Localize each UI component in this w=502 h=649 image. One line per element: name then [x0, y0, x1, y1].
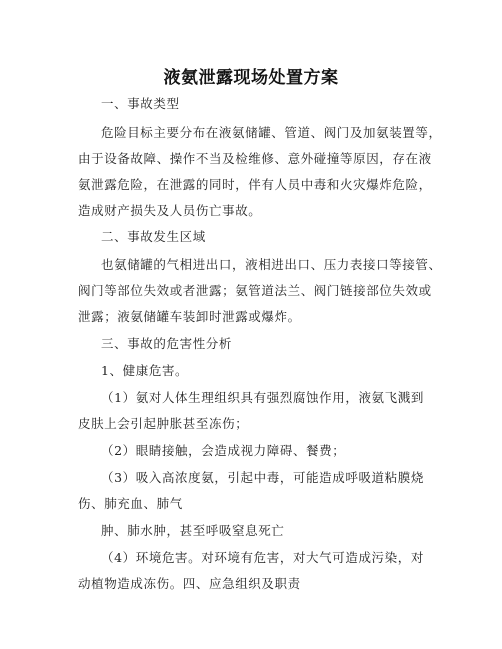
paragraph-line: 危险目标主要分布在液氨储罐、管道、阀门及加氨装置等， — [101, 125, 442, 140]
paragraph-line: 皮肤上会引起肿胀甚至冻伤； — [78, 416, 249, 431]
paragraph-line: 肿、肺水肿，甚至呼吸窒息死亡 — [101, 523, 285, 538]
paragraph-line: 伤、肺充血、肺气 — [78, 496, 183, 511]
paragraph-line: （3）吸入高浓度氨，引起中毒，可能造成呼吸道粘膜烧 — [101, 470, 424, 485]
paragraph-line: 由于设备故障、操作不当及检维修、意外碰撞等原因，存在液 — [78, 151, 432, 166]
section-heading-2: 二、事故发生区域 — [101, 229, 206, 244]
paragraph-line: （1）氨对人体生理组织具有强烈腐蚀作用，液氨飞溅到 — [101, 390, 424, 405]
paragraph-line: （2）眼睛接触，会造成视力障碍、餐费； — [101, 443, 346, 458]
paragraph-line: 造成财产损失及人员伤亡事故。 — [78, 203, 262, 218]
paragraph-line: 也氨储罐的气相进出口，液相进出口、压力表接口等接管、 — [101, 257, 442, 272]
paragraph-line: 氨泄露危险，在泄露的同时，伴有人员中毒和火灾爆炸危险， — [78, 177, 432, 192]
paragraph-line: 动植物造成冻伤。四、应急组织及职责 — [78, 576, 301, 591]
paragraph-line: 阀门等部位失效或者泄露；氨管道法兰、阀门链接部位失效或 — [78, 283, 432, 298]
section-heading-1: 一、事故类型 — [101, 96, 180, 111]
subsection-heading: 1、健康危害。 — [101, 363, 189, 378]
paragraph-line: （4）环境危害。对环境有危害，对大气可造成污染，对 — [101, 550, 424, 565]
section-heading-3: 三、事故的危害性分析 — [101, 336, 233, 351]
paragraph-line: 泄露；液氨储罐车装卸时泄露或爆炸。 — [78, 309, 301, 324]
document-title: 液氨泄露现场处置方案 — [163, 68, 339, 88]
